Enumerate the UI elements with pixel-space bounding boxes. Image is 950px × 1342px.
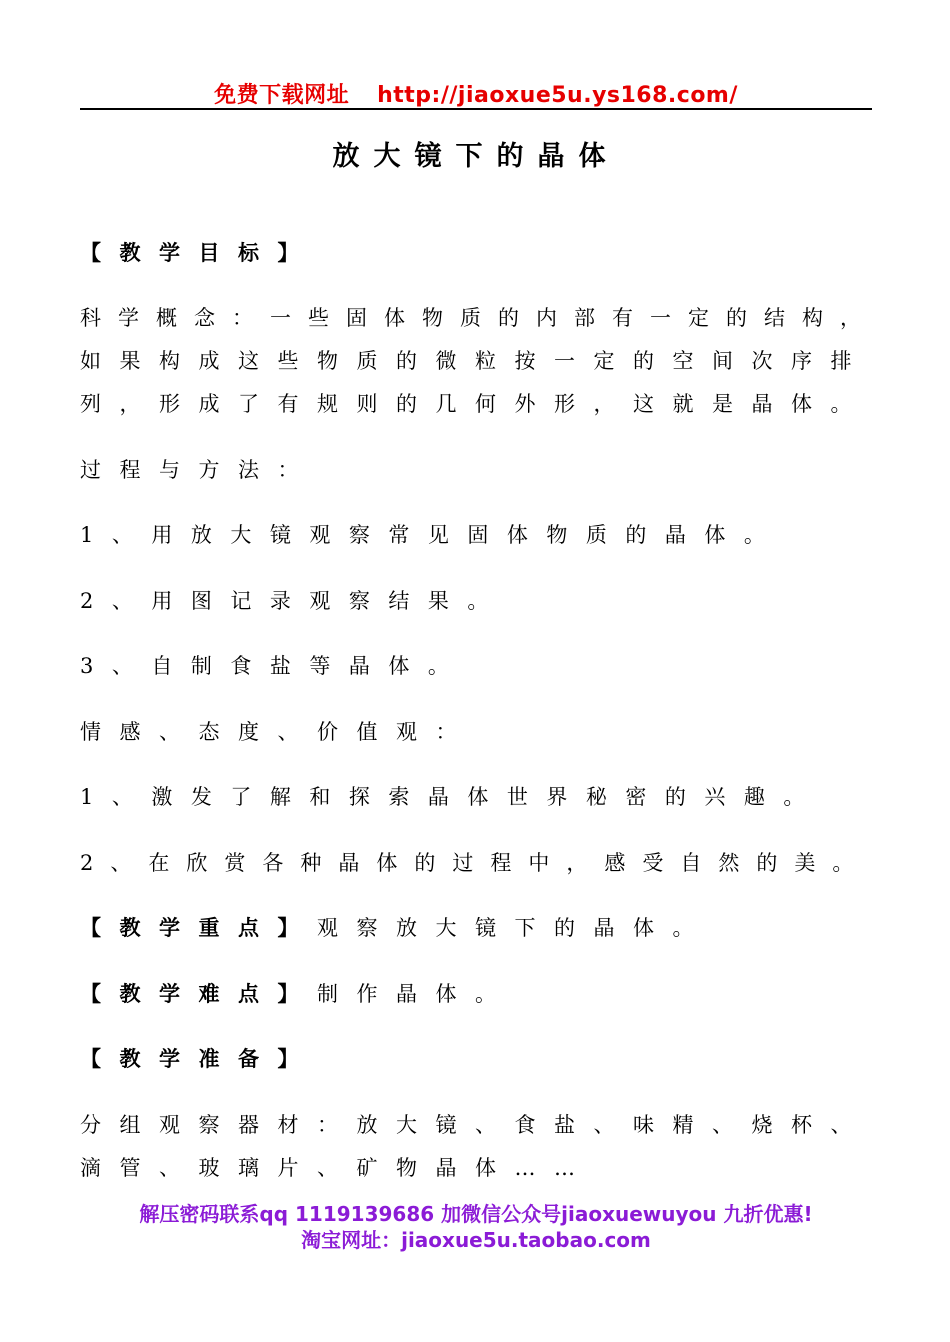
- emotion-item-2: 2、在欣赏各种晶体的过程中，感受自然的美。: [80, 851, 871, 875]
- footer-line-1: 解压密码联系qq 1119139686 加微信公众号jiaoxuewuyou 九折优惠!: [139, 1202, 813, 1226]
- difficulty-row: [80, 978, 515, 1008]
- process-item-3: 3、自制食盐等晶体。: [80, 654, 468, 678]
- difficulty-label: 【教学难点】: [80, 981, 317, 1006]
- header-divider: [80, 108, 872, 110]
- preparation-heading: 【教学准备】: [80, 1046, 317, 1071]
- preparation-line-2: 滴管、玻璃片、矿物晶体……: [80, 1156, 594, 1180]
- header-label: 免费下载网址: [214, 83, 350, 108]
- emotion-heading: 情感、态度、价值观：: [80, 720, 475, 744]
- key-point-label: 【教学重点】: [80, 915, 317, 940]
- page-title: 放大镜下的晶体: [332, 141, 620, 172]
- difficulty-text: 制作晶体。: [317, 982, 515, 1006]
- footer-line-2: 淘宝网址：jiaoxue5u.taobao.com: [301, 1228, 651, 1252]
- objectives-heading: 【教学目标】: [80, 240, 317, 265]
- download-header: [80, 78, 872, 109]
- concept-line-1: 科学概念：一些固体物质的内部有一定的结构，: [80, 306, 878, 330]
- emotion-item-1: 1、激发了解和探索晶体世界秘密的兴趣。: [80, 785, 823, 809]
- header-url-link[interactable]: http://jiaoxue5u.ys168.com/: [377, 83, 738, 108]
- process-item-1: 1、用放大镜观察常见固体物质的晶体。: [80, 523, 784, 547]
- key-point-text: 观察放大镜下的晶体。: [317, 916, 712, 940]
- process-heading: 过程与方法：: [80, 458, 317, 482]
- preparation-line-1: 分组观察器材：放大镜、食盐、味精、烧杯、: [80, 1113, 870, 1137]
- key-point-row: [80, 912, 712, 942]
- concept-line-3: 列，形成了有规则的几何外形，这就是晶体。: [80, 392, 870, 416]
- concept-line-2: 如果构成这些物质的微粒按一定的空间次序排: [80, 349, 870, 373]
- process-item-2: 2、用图记录观察结果。: [80, 589, 507, 613]
